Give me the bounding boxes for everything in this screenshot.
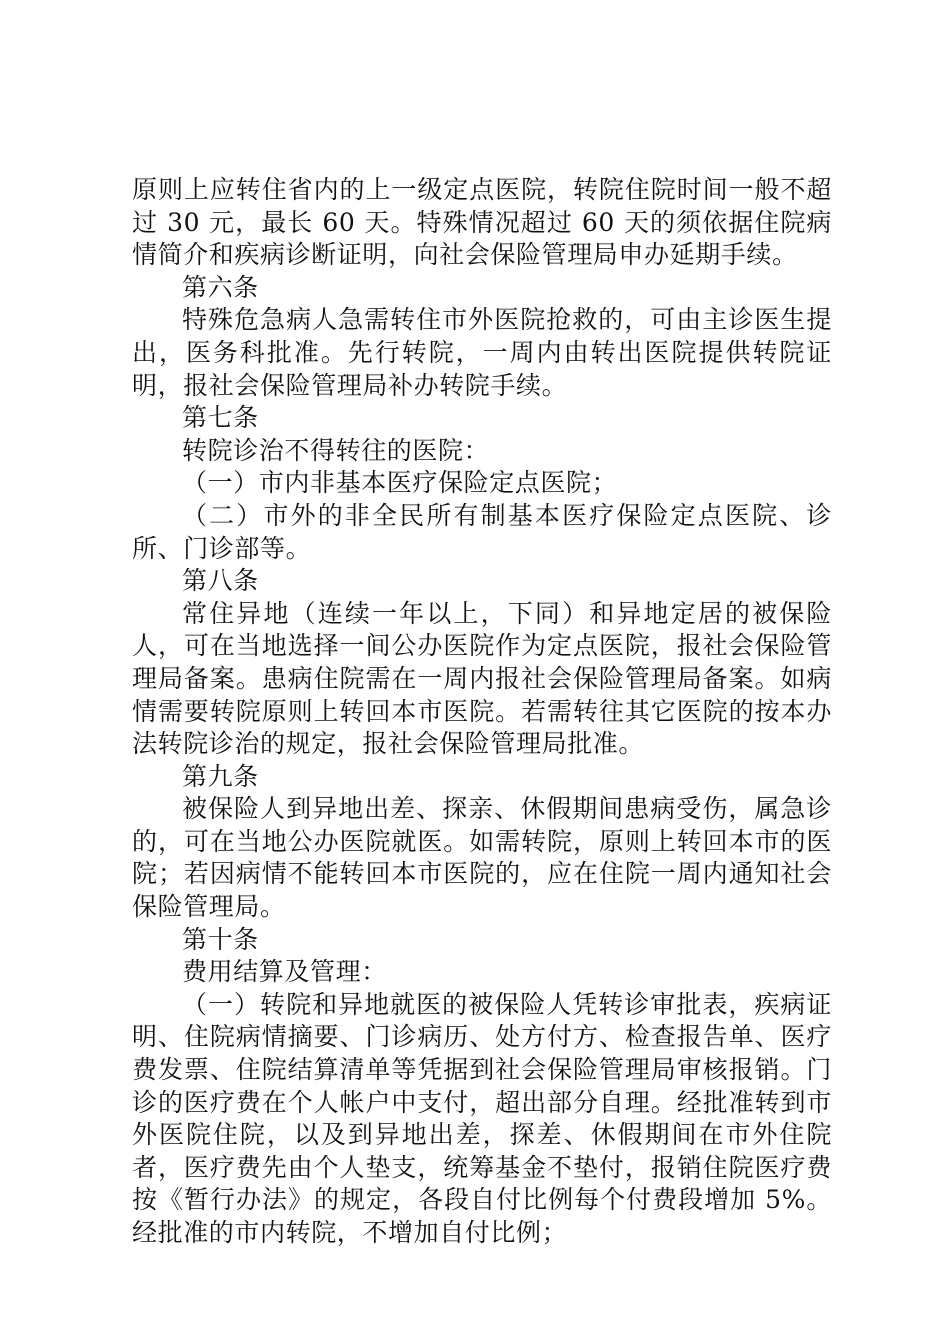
article-heading-8: 第八条 — [182, 566, 259, 596]
paragraph-article-7-item-2: （二）市外的非全民所有制基本医疗保险定点医院、诊所、门诊部等。 — [132, 500, 832, 563]
paragraph-article-8: 常住异地（连续一年以上，下同）和异地定居的被保险人，可在当地选择一间公办医院作为定点医院，报社会保险管理局备案。患病住院需在一周内报社会保险管理局备案。如病情需要转院原则上转回本市医院。若需转往其它医院的按本办法转院诊治的规定，报社会保险管理局批准。 — [132, 598, 832, 759]
paragraph-article-10-item-1: （一）转院和异地就医的被保险人凭转诊审批表，疾病证明、住院病情摘要、门诊病历、处方付方、检查报告单、医疗费发票、住院结算清单等凭据到社会保险管理局审核报销。门诊的医疗费在个人帐户中支付，超出部分自理。经批准转到市外医院住院，以及到异地出差，探差、休假期间在市外住院者，医疗费先由个人垫支，统筹基金不垫付，报销住院医疗费按《暂行办法》的规定，各段自付比例每个付费段增加 5%。经批准的市内转院，不增加自付比例； — [132, 989, 832, 1247]
article-heading-7: 第七条 — [182, 403, 259, 433]
article-heading-6: 第六条 — [182, 272, 259, 302]
article-heading-9: 第九条 — [182, 761, 259, 791]
paragraph-continuation: 原则上应转住省内的上一级定点医院，转院住院时间一般不超过 30 元，最长 60 天。特殊情况超过 60 天的须依据住院病情简介和疾病诊断证明，向社会保险管理局申办延期手续。 — [132, 175, 832, 270]
paragraph-article-7-intro: 转院诊治不得转往的医院： — [182, 435, 490, 465]
paragraph-article-6: 特殊危急病人急需转住市外医院抢救的，可由主诊医生提出，医务科批准。先行转院，一周内由转出医院提供转院证明，报社会保险管理局补办转院手续。 — [132, 305, 832, 400]
paragraph-article-7-item-1: （一）市内非基本医疗保险定点医院； — [182, 468, 618, 498]
article-heading-10: 第十条 — [182, 924, 259, 954]
paragraph-article-10-intro: 费用结算及管理： — [182, 957, 387, 987]
paragraph-article-9: 被保险人到异地出差、探亲、休假期间患病受伤，属急诊的，可在当地公办医院就医。如需转院，原则上转回本市的医院；若因病情不能转回本市医院的，应在住院一周内通知社会保险管理局。 — [132, 794, 832, 922]
document-page — [132, 174, 832, 1250]
